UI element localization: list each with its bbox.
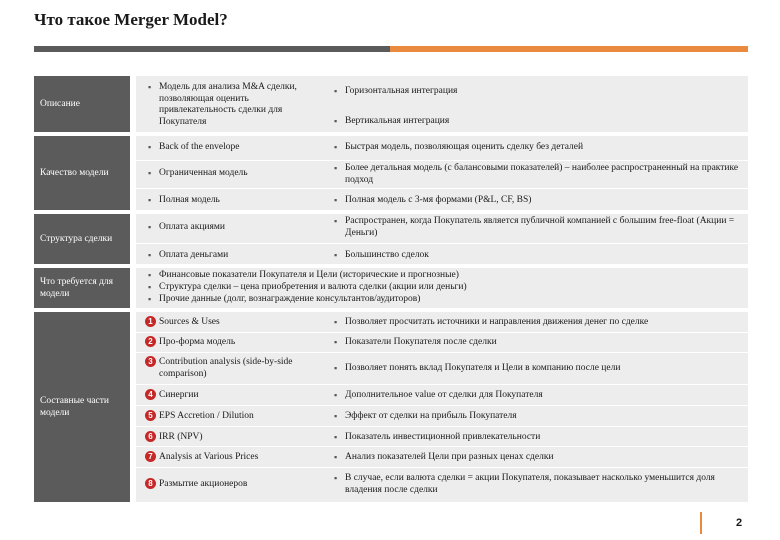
- page-number-rule: [700, 512, 702, 534]
- section-description: Описание: [34, 76, 130, 132]
- bullet-icon: ▪: [148, 282, 152, 292]
- component-left-5: EPS Accretion / Dilution: [159, 411, 254, 421]
- bullet-icon: ▪: [148, 294, 152, 304]
- bullet-icon: ▪: [148, 270, 152, 280]
- structure-right-2: Большинство сделок: [345, 250, 429, 260]
- component-right-1: Позволяет просчитать источники и направления движения денег по сделке: [345, 317, 649, 327]
- quality-left-1: Back of the envelope: [159, 142, 240, 152]
- section-structure: Структура сделки: [34, 214, 130, 264]
- title-rule-dark: [34, 46, 390, 52]
- row-divider: [136, 243, 748, 244]
- quality-right-2: Более детальная модель (с балансовыми показателей) – наиболее распространенный на практике подход: [345, 163, 739, 185]
- row-divider: [136, 188, 748, 189]
- component-left-8: Размытие акционеров: [159, 479, 248, 489]
- number-badge: 6: [145, 431, 156, 442]
- number-badge: 2: [145, 336, 156, 347]
- bullet-icon: ▪: [334, 195, 338, 205]
- row-divider: [136, 467, 748, 468]
- component-right-4: Дополнительное value от сделки для Покупателя: [345, 390, 543, 400]
- description-right-1: Горизонтальная интеграция: [345, 86, 458, 96]
- title-rule-accent: [390, 46, 748, 52]
- component-right-8: В случае, если валюта сделки = акции Покупателя, показывает насколько уменьшится доля владения после сделки: [345, 473, 715, 495]
- quality-right-3: Полная модель с 3-мя формами (P&L, CF, BS): [345, 195, 532, 205]
- bullet-icon: ▪: [148, 168, 152, 178]
- bullet-icon: ▪: [334, 337, 338, 347]
- page-title: Что такое Merger Model?: [34, 10, 228, 29]
- page-number: 2: [736, 517, 743, 529]
- section-requirements: Что требуется для модели: [34, 268, 130, 308]
- quality-left-2: Ограниченная модель: [159, 168, 248, 178]
- row-divider: [136, 426, 748, 427]
- bullet-icon: ▪: [334, 411, 338, 421]
- structure-left-2: Оплата деньгами: [159, 250, 229, 260]
- number-badge: 5: [145, 410, 156, 421]
- component-left-6: IRR (NPV): [159, 432, 203, 442]
- component-right-7: Анализ показателей Цели при разных ценах сделки: [345, 452, 554, 462]
- number-badge: 8: [145, 478, 156, 489]
- row-divider: [136, 405, 748, 406]
- description-left: Модель для анализа M&A сделки, позволяющая оценить привлекательность сделки для Покупателя: [159, 82, 297, 127]
- quality-left-3: Полная модель: [159, 195, 220, 205]
- component-left-1: Sources & Uses: [159, 317, 220, 327]
- bullet-icon: ▪: [334, 163, 338, 173]
- bullet-icon: ▪: [334, 317, 338, 327]
- row-divider: [136, 446, 748, 447]
- bullet-icon: ▪: [334, 432, 338, 442]
- row-divider: [136, 160, 748, 161]
- bullet-icon: ▪: [334, 250, 338, 260]
- bullet-icon: ▪: [334, 390, 338, 400]
- bullet-icon: ▪: [148, 142, 152, 152]
- component-left-7: Analysis at Various Prices: [159, 452, 259, 462]
- component-right-3: Позволяет понять вклад Покупателя и Цели в компанию после цели: [345, 363, 621, 373]
- component-left-3: Contribution analysis (side-by-side comparison): [159, 357, 293, 379]
- bullet-icon: ▪: [148, 195, 152, 205]
- row-divider: [136, 352, 748, 353]
- requirement-3: Прочие данные (долг, вознаграждение консультантов/аудиторов): [159, 294, 421, 304]
- bullet-icon: ▪: [334, 363, 338, 373]
- structure-right-1: Распространен, когда Покупатель является публичной компанией с большим free-float (Акции = Деньги): [345, 216, 735, 238]
- component-left-2: Про-форма модель: [159, 337, 236, 347]
- bullet-icon: ▪: [334, 142, 338, 152]
- number-badge: 4: [145, 389, 156, 400]
- section-components: Составные части модели: [34, 312, 130, 502]
- component-right-5: Эффект от сделки на прибыль Покупателя: [345, 411, 517, 421]
- requirement-1: Финансовые показатели Покупателя и Цели (исторические и прогнозные): [159, 270, 459, 280]
- quality-right-1: Быстрая модель, позволяющая оценить сделку без деталей: [345, 142, 584, 152]
- number-badge: 7: [145, 451, 156, 462]
- bullet-icon: ▪: [148, 250, 152, 260]
- bullet-icon: ▪: [148, 82, 152, 92]
- bullet-icon: ▪: [334, 452, 338, 462]
- description-right-2: Вертикальная интеграция: [345, 116, 450, 126]
- bullet-icon: ▪: [334, 216, 338, 226]
- component-left-4: Синергии: [159, 390, 199, 400]
- bullet-icon: ▪: [334, 473, 338, 483]
- requirement-2: Структура сделки – цена приобретения и валюта сделки (акции или деньги): [159, 282, 467, 292]
- bullet-icon: ▪: [334, 116, 338, 126]
- number-badge: 3: [145, 356, 156, 367]
- structure-left-1: Оплата акциями: [159, 222, 225, 232]
- component-right-2: Показатели Покупателя после сделки: [345, 337, 497, 347]
- section-quality: Качество модели: [34, 136, 130, 210]
- row-divider: [136, 384, 748, 385]
- row-divider: [136, 332, 748, 333]
- bullet-icon: ▪: [148, 222, 152, 232]
- bullet-icon: ▪: [334, 86, 338, 96]
- component-right-6: Показатель инвестиционной привлекательности: [345, 432, 541, 442]
- number-badge: 1: [145, 316, 156, 327]
